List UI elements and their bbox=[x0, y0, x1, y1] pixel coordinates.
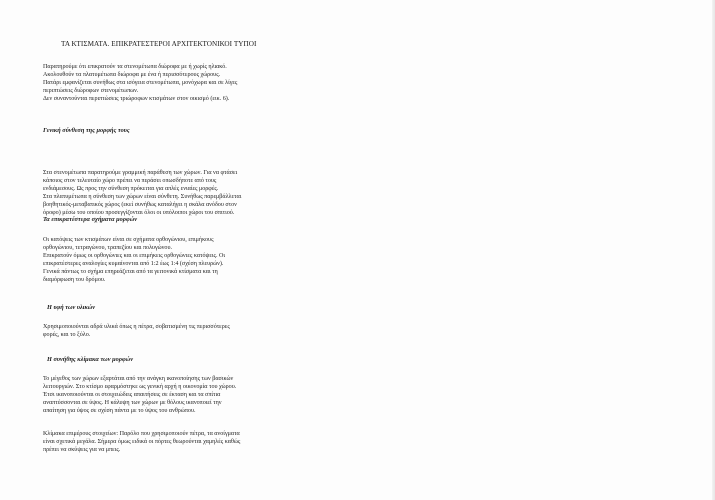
section-paragraph-materials bbox=[43, 324, 305, 340]
intro-line: Πατάρι εμφανίζεται συνήθως στα ισόγεια στενομέτωπα, μονόχωρα και σε λίγες bbox=[43, 79, 238, 86]
intro-line: Ακολουθούν τα πλατυμέτωπα διώροφα με ένα ή περισσότερους χώρους. bbox=[43, 71, 221, 78]
section-heading-materials: Η υφή των υλικών bbox=[47, 304, 96, 311]
section-paragraph-element-scale bbox=[43, 431, 305, 455]
intro-line: Δεν συναντούνται περιπτώσεις τριώροφων κτισμάτων στον οικισμό (εικ. 6). bbox=[43, 95, 230, 102]
paragraph-line: αναπτύσσονται σε ύψος. Η κάλυψη των χώρων με θόλους ικανοποιεί την bbox=[43, 399, 222, 406]
paragraph-line: απαίτηση για ύψος σε σχέση πάντα με το ύψος του ανθρώπου. bbox=[43, 407, 196, 414]
paragraph-line: διαμόρφωση του δρόμου. bbox=[43, 276, 106, 283]
intro-paragraph bbox=[43, 64, 305, 104]
paragraph-line: φορές, και το ξύλο. bbox=[43, 331, 91, 338]
paragraph-line: Έτσι ικανοποιούνται οι στοιχειώδεις απαιτήσεις σε έκταση και τα σπίτια bbox=[43, 391, 221, 398]
section-paragraph-scale bbox=[43, 376, 305, 416]
section-paragraph-shapes bbox=[43, 237, 305, 284]
section-paragraph-general-composition bbox=[43, 170, 305, 217]
paragraph-line: Οι κατόψεις των κτισμάτων είναι σε σχήματα ορθογώνιου, επιμήκους bbox=[43, 237, 214, 243]
paragraph-line: Στα πλατυμέτωπα η σύνθεση των χώρων είναι σύνθετη. Συνήθως παρεμβάλλεται bbox=[43, 193, 242, 200]
paragraph-line: Κλίμακα επιμέρους στοιχείων: Παρόλο που χρησιμοποιούν πέτρα, τα ανοίγματα bbox=[43, 431, 240, 437]
section-heading-general-composition: Γενική σύνθεση της μορφής τους bbox=[43, 127, 130, 134]
intro-line: Παρατηρούμε ότι επικρατούν τα στενομέτωπα διώροφα με ή χωρίς ηλιακό. bbox=[43, 64, 227, 70]
document-title: ΤΑ ΚΤΙΣΜΑΤΑ. ΕΠΙΚΡΑΤΕΣΤΕΡΟΙ ΑΡΧΙΤΕΚΤΟΝΙΚΟΙ ΤΥΠΟΙ bbox=[61, 40, 257, 48]
document-content bbox=[43, 40, 305, 453]
paragraph-line: Στα στενομέτωπα παρατηρούμε γραμμική παράθεση των χώρων. Για να φτάσει bbox=[43, 170, 238, 176]
section-heading-scale: Η συνήθης κλίμακα των μορφών bbox=[47, 356, 134, 363]
paragraph-line: Επικρατούν όμως οι ορθογώνιες και οι επιμήκεις ορθογώνιες κατόψεις. Οι bbox=[43, 252, 226, 259]
paragraph-line: πρέπει να σκύψεις για να μπεις. bbox=[43, 446, 121, 453]
paragraph-line: επικρατέστερες αναλογίες κυμαίνονται από 1:2 έως 1:4 (σχέση πλευρών). bbox=[43, 260, 224, 267]
section-heading-shapes: Τα επικρατέστερα σχήματα μορφών bbox=[43, 216, 138, 223]
paragraph-line: ενδιάμεσους. Ως προς την σύνθεση πρόκειται για απλές ενιαίες μορφές. bbox=[43, 185, 219, 192]
paragraph-line: είναι σχετικά μεγάλα. Σήμερα όμως ειδικά οι πόρτες θεωρούνται χαμηλές καθώς bbox=[43, 438, 241, 445]
paragraph-line: κάποιος στον τελευταίο χώρο πρέπει να περάσει οπωσδήποτε από τους bbox=[43, 177, 217, 184]
paragraph-line: όροφο) μέσω του οποίου προσεγγίζονται όλοι οι υπόλοιποι χώροι του σπιτιού. bbox=[43, 209, 235, 216]
paragraph-line: ορθογώνιου, τετραγώνου, τραπεζίου και πολυγώνου. bbox=[43, 244, 172, 251]
paragraph-line: Γενικά πάντως το σχήμα επηρεάζεται από τα γειτονικά κτίσματα και τη bbox=[43, 268, 218, 275]
paragraph-line: λειτουργιών. Στο κτίσμο εφαρμόστηκε ως γενική αρχή η οικονομία του χώρου. bbox=[43, 383, 237, 390]
paragraph-line: Το μέγεθος των χώρων εξαρτάται από την ανάγκη ικανοποίησης των βασικών bbox=[43, 376, 234, 382]
paragraph-line: Χρησιμοποιούνται αδρά υλικά όπως η πέτρα, σοβατισμένη τις περισσότερες bbox=[43, 324, 230, 330]
intro-line: περιπτώσεις διώροφων στενομέτωπων. bbox=[43, 87, 139, 94]
paragraph-line: βοηθητικός-μεταβατικός χώρος (εκεί συνήθως καταλήγει η σκάλα ανόδου στον bbox=[43, 201, 237, 208]
